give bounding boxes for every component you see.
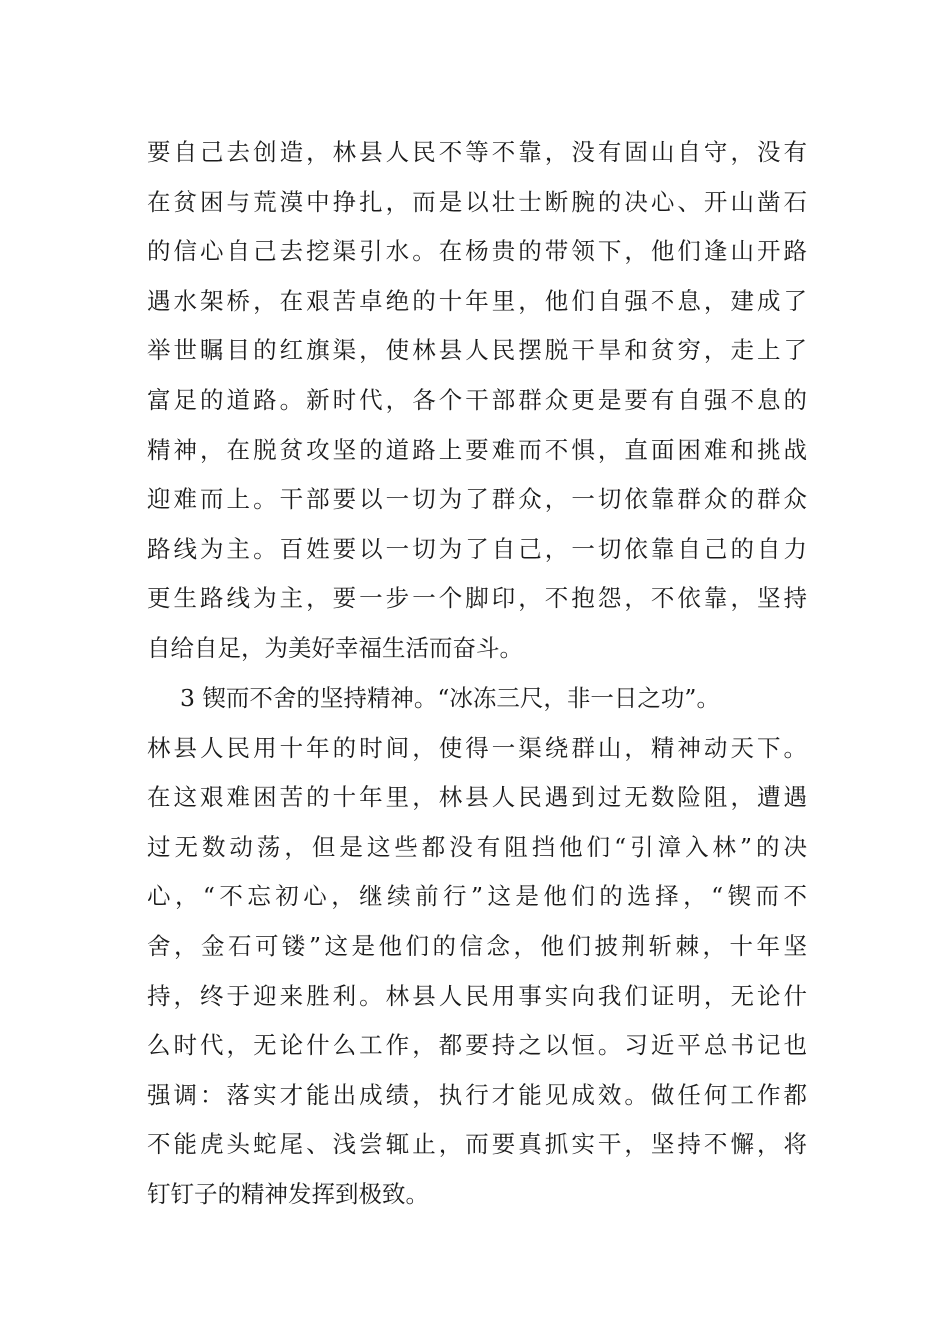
paragraph-line: 钉钉子的精神发挥到极致。 <box>147 1179 429 1208</box>
paragraph-line: 舍，金石可镂”这是他们的信念，他们披荆斩棘，十年坚 <box>147 931 807 960</box>
paragraph-line: 不能虎头蛇尾、浅尝辄止，而要真抓实干，坚持不懈，将 <box>147 1130 807 1159</box>
paragraph-line: 富足的道路。新时代，各个干部群众更是要有自强不息的 <box>147 385 807 414</box>
paragraph-line: 举世瞩目的红旗渠，使林县人民摆脱干旱和贫穷，走上了 <box>147 336 807 365</box>
paragraph-line: 3 锲而不舍的坚持精神。“冰冻三尺，非一日之功”。 <box>180 684 720 712</box>
paragraph-line: 持，终于迎来胜利。林县人民用事实向我们证明，无论什 <box>147 981 807 1010</box>
paragraph-line: 更生路线为主，要一步一个脚印，不抱怨，不依靠，坚持 <box>147 584 807 613</box>
paragraph-1 <box>147 128 807 674</box>
paragraph-line: 自给自足，为美好幸福生活而奋斗。 <box>147 633 523 662</box>
paragraph-line: 在贫困与荒漠中挣扎，而是以壮士断腕的决心、开山凿石 <box>147 187 807 216</box>
paragraph-line: 林县人民用十年的时间，使得一渠绕群山，精神动天下。 <box>147 733 807 762</box>
paragraph-line: 强调：落实才能出成绩，执行才能见成效。做任何工作都 <box>147 1080 807 1109</box>
paragraph-line: 遇水架桥，在艰苦卓绝的十年里，他们自强不息，建成了 <box>147 286 807 315</box>
paragraph-line: 精神，在脱贫攻坚的道路上要难而不惧，直面困难和挑战 <box>147 435 807 464</box>
paragraph-line: 要自己去创造，林县人民不等不靠，没有固山自守，没有 <box>147 138 807 166</box>
paragraph-2 <box>147 674 807 1220</box>
paragraph-line: 过无数动荡，但是这些都没有阻挡他们“引漳入林”的决 <box>147 832 807 861</box>
paragraph-line: 迎难而上。干部要以一切为了群众，一切依靠群众的群众 <box>147 485 807 514</box>
paragraph-line: 么时代，无论什么工作，都要持之以恒。习近平总书记也 <box>147 1031 807 1060</box>
paragraph-line: 在这艰难困苦的十年里，林县人民遇到过无数险阻，遭遇 <box>147 783 807 812</box>
paragraph-line: 路线为主。百姓要以一切为了自己，一切依靠自己的自力 <box>147 534 807 563</box>
paragraph-line: 心，“不忘初心，继续前行”这是他们的选择，“锲而不 <box>147 882 807 911</box>
paragraph-line: 的信心自己去挖渠引水。在杨贵的带领下，他们逢山开路 <box>147 237 807 266</box>
